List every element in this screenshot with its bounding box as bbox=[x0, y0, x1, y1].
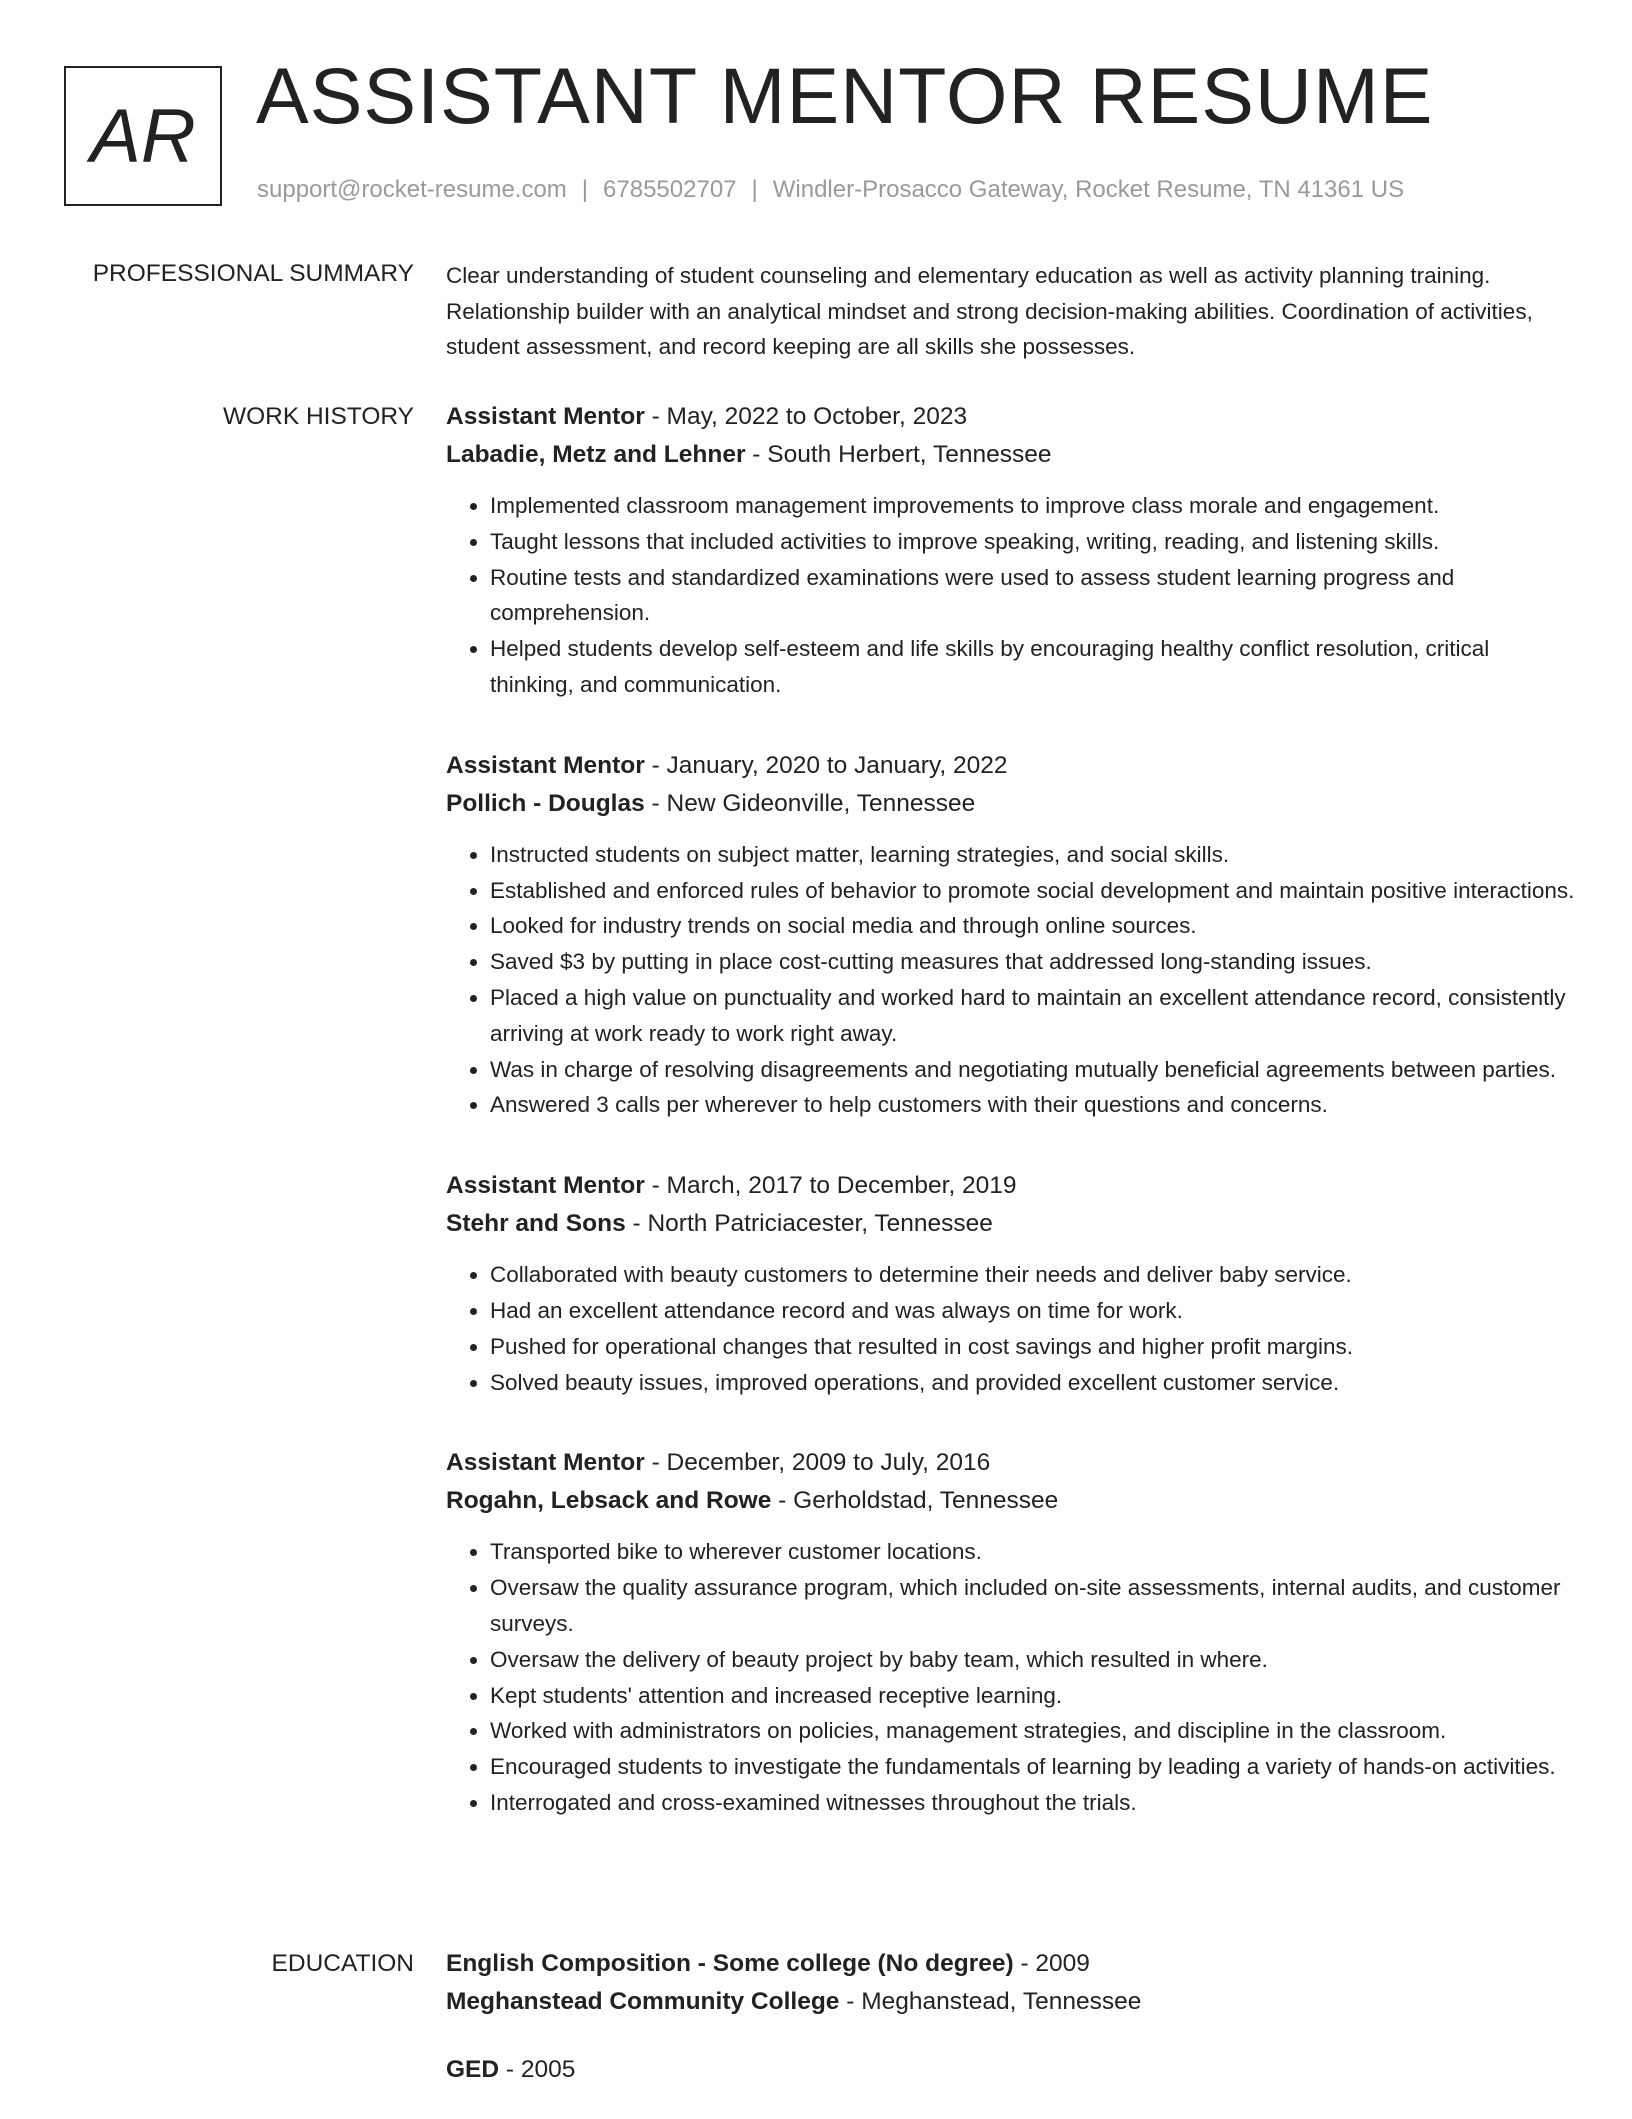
education-list bbox=[446, 1945, 1576, 2119]
job-bullet-list bbox=[446, 1257, 1576, 1400]
job-dash: - bbox=[745, 441, 768, 468]
work-history-section-label: WORK HISTORY bbox=[222, 403, 414, 430]
job-bullet-list bbox=[446, 1534, 1576, 1820]
initials-monogram: AR bbox=[64, 66, 222, 206]
job-company: Rogahn, Lebsack and Rowe bbox=[446, 1487, 772, 1515]
job-dates: March, 2017 to December, 2019 bbox=[666, 1172, 1017, 1200]
job-dash: - bbox=[771, 1487, 794, 1515]
education-entry bbox=[446, 1945, 1576, 2021]
job-title-line bbox=[446, 1444, 1576, 1482]
contact-email[interactable]: support@rocket-resume.com bbox=[257, 176, 567, 203]
education-degree-line bbox=[446, 1945, 1576, 1983]
job-company-line bbox=[446, 1482, 1576, 1520]
job-entry bbox=[446, 1167, 1576, 1400]
job-bullet: • Routine tests and standardized examinations were used to assess student learning progress and comprehension. bbox=[490, 560, 1576, 632]
job-bullet: • Placed a high value on punctuality and worked hard to maintain an excellent attendance record, consistently arriving at work ready to work right away. bbox=[490, 980, 1576, 1052]
contact-address: Windler-Prosacco Gateway, Rocket Resume, TN 41361 US bbox=[772, 176, 1405, 203]
job-dash: - bbox=[644, 789, 667, 817]
job-bullet: • Transported bike to wherever customer locations. bbox=[490, 1534, 1576, 1570]
job-company-line bbox=[446, 1205, 1576, 1243]
job-bullet: • Looked for industry trends on social media and through online sources. bbox=[490, 908, 1576, 944]
education-year: 2005 bbox=[520, 2056, 576, 2083]
job-bullet: • Was in charge of resolving disagreements and negotiating mutually beneficial agreements between parties. bbox=[490, 1052, 1576, 1088]
education-dash: - bbox=[1013, 1950, 1036, 1977]
job-title: Assistant Mentor bbox=[446, 403, 645, 430]
job-bullet: • Saved $3 by putting in place cost-cutting measures that addressed long-standing issues. bbox=[490, 944, 1576, 980]
education-year: 2009 bbox=[1035, 1950, 1090, 1977]
job-bullet: • Had an excellent attendance record and was always on time for work. bbox=[490, 1293, 1576, 1329]
job-entry bbox=[446, 1444, 1576, 1820]
job-bullet: • Implemented classroom management improvements to improve class morale and engagement. bbox=[490, 488, 1576, 524]
education-location: Meghanstead, Tennessee bbox=[861, 1988, 1142, 2015]
job-title-line bbox=[446, 1167, 1576, 1205]
education-section-label: EDUCATION bbox=[271, 1950, 414, 1977]
job-entry bbox=[446, 398, 1576, 703]
job-dates: December, 2009 to July, 2016 bbox=[666, 1449, 991, 1477]
job-bullet-list bbox=[446, 488, 1576, 703]
job-dash: - bbox=[644, 1172, 667, 1200]
contact-separator: | bbox=[751, 176, 758, 203]
job-dates: May, 2022 to October, 2023 bbox=[666, 403, 968, 430]
job-bullet: • Taught lessons that included activities to improve speaking, writing, reading, and listening skills. bbox=[490, 524, 1576, 560]
job-title-line bbox=[446, 398, 1576, 436]
job-bullet: • Interrogated and cross-examined witnesses throughout the trials. bbox=[490, 1785, 1576, 1821]
education-entry bbox=[446, 2051, 1576, 2089]
job-company-line bbox=[446, 436, 1576, 474]
job-bullet: • Answered 3 calls per wherever to help customers with their questions and concerns. bbox=[490, 1087, 1576, 1123]
job-company: Labadie, Metz and Lehner bbox=[446, 441, 746, 468]
contact-phone[interactable]: 6785502707 bbox=[603, 176, 737, 203]
job-title: Assistant Mentor bbox=[446, 1172, 645, 1200]
job-company: Pollich - Douglas bbox=[446, 789, 645, 817]
job-title-line bbox=[446, 747, 1576, 785]
job-location: South Herbert, Tennessee bbox=[767, 441, 1052, 468]
job-dates: January, 2020 to January, 2022 bbox=[666, 751, 1008, 779]
job-bullet: • Kept students' attention and increased receptive learning. bbox=[490, 1678, 1576, 1714]
job-dash: - bbox=[625, 1210, 648, 1238]
education-dash: - bbox=[499, 2056, 521, 2083]
job-dash: - bbox=[644, 751, 667, 779]
job-bullet: • Established and enforced rules of behavior to promote social development and maintain positive interactions. bbox=[490, 873, 1576, 909]
job-dash: - bbox=[644, 403, 667, 430]
job-bullet: • Encouraged students to investigate the fundamentals of learning by leading a variety of hands-on activities. bbox=[490, 1749, 1576, 1785]
job-bullet: • Oversaw the delivery of beauty project by baby team, which resulted in where. bbox=[490, 1642, 1576, 1678]
job-bullet: • Pushed for operational changes that resulted in cost savings and higher profit margins. bbox=[490, 1329, 1576, 1365]
education-dash: - bbox=[839, 1988, 862, 2015]
job-dash: - bbox=[644, 1449, 667, 1477]
job-bullet: • Collaborated with beauty customers to determine their needs and deliver baby service. bbox=[490, 1257, 1576, 1293]
job-company-line bbox=[446, 785, 1576, 823]
contact-separator: | bbox=[581, 176, 589, 203]
contact-line bbox=[257, 176, 1404, 204]
summary-section-label: PROFESSIONAL SUMMARY bbox=[92, 260, 414, 287]
job-location: North Patriciacester, Tennessee bbox=[647, 1210, 993, 1238]
work-history-list bbox=[446, 398, 1576, 1865]
job-bullet: • Oversaw the quality assurance program, which included on-site assessments, internal audits, and customer surveys. bbox=[490, 1570, 1576, 1642]
job-bullet: • Solved beauty issues, improved operations, and provided excellent customer service. bbox=[490, 1365, 1576, 1401]
job-location: Gerholdstad, Tennessee bbox=[793, 1487, 1059, 1515]
education-school: Meghanstead Community College bbox=[446, 1988, 840, 2015]
job-title: Assistant Mentor bbox=[446, 751, 645, 779]
job-title: Assistant Mentor bbox=[446, 1449, 645, 1477]
education-degree: GED bbox=[446, 2056, 500, 2083]
job-bullet-list bbox=[446, 837, 1576, 1123]
job-company: Stehr and Sons bbox=[446, 1210, 626, 1238]
summary-text: Clear understanding of student counseling and elementary education as well as activity planning training. Relationship builder with an analytical mindset and strong decision-making abilities. Coordination of activities, student assessment, and record keeping are all skills she possesses. bbox=[446, 263, 1533, 359]
job-entry bbox=[446, 747, 1576, 1123]
education-degree: English Composition - Some college (No degree) bbox=[446, 1950, 1014, 1977]
resume-title: ASSISTANT MENTOR RESUME bbox=[256, 51, 1434, 140]
job-bullet: • Worked with administrators on policies, management strategies, and discipline in the classroom. bbox=[490, 1713, 1576, 1749]
job-bullet: • Instructed students on subject matter, learning strategies, and social skills. bbox=[490, 837, 1576, 873]
education-school-line bbox=[446, 1983, 1576, 2021]
job-bullet: • Helped students develop self-esteem and life skills by encouraging healthy conflict resolution, critical thinking, and communication. bbox=[490, 631, 1576, 703]
education-degree-line bbox=[446, 2051, 1576, 2089]
job-location: New Gideonville, Tennessee bbox=[666, 789, 976, 817]
